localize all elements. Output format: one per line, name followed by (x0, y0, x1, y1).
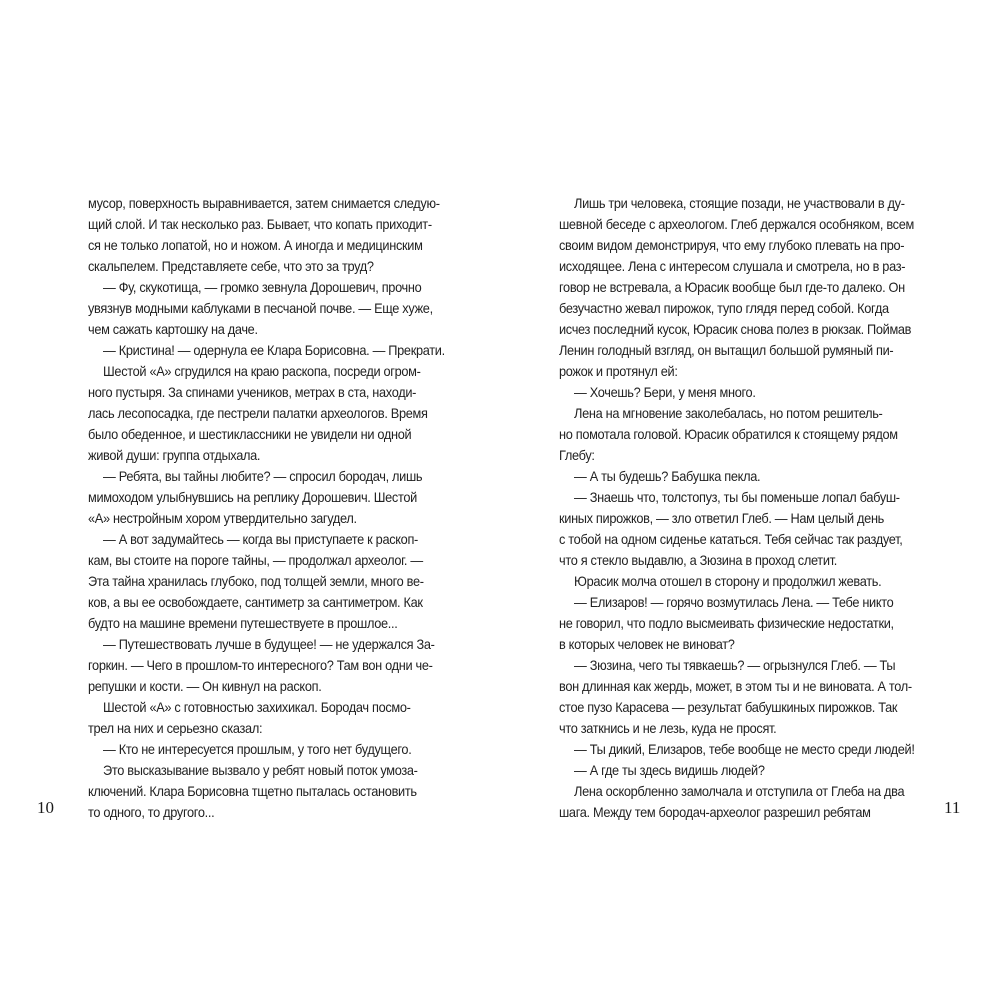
text-line: лась лесопосадка, где пестрели палатки археологов. Время (88, 406, 428, 421)
text-line: — Знаешь что, толстопуз, ты бы поменьше лопал бабуш- (574, 490, 900, 505)
text-line: исчез последний кусок, Юрасик снова полез в рюкзак. Поймав (559, 322, 912, 337)
text-line: Шестой «А» с готовностью захихикал. Бородач посмо- (103, 700, 411, 715)
text-line: было обеденное, и шестиклассники не увидели ни одной (88, 427, 412, 442)
text-line: вон длинная как жердь, может, в этом ты и не виновата. А тол- (559, 679, 912, 694)
text-line: безучастно жевал пирожок, тупо глядя перед собой. Когда (559, 301, 889, 316)
text-line: ключений. Клара Борисовна тщетно пыталась остановить (88, 784, 417, 799)
text-line: увязнув модными каблуками в песчаной почве. — Еще хуже, (88, 301, 433, 316)
text-line: исходящее. Лена с интересом слушала и смотрела, но в раз- (559, 259, 906, 274)
text-line: то одного, то другого... (88, 805, 215, 820)
text-line: — А вот задумайтесь — когда вы приступаете к раскоп- (103, 532, 418, 547)
text-line: горкин. — Чего в прошлом-то интересного? Там вон одни че- (88, 658, 433, 673)
text-line: шевной беседе с археологом. Глеб держался особняком, всем (559, 217, 914, 232)
text-line: — Кристина! — одернула ее Клара Борисовна. — Прекрати. (103, 343, 445, 358)
text-line: чем сажать картошку на даче. (88, 322, 258, 337)
text-line: киных пирожков, — зло ответил Глеб. — Нам целый день (559, 511, 885, 526)
text-line: — А где ты здесь видишь людей? (574, 763, 765, 778)
text-line: кам, вы стоите на пороге тайны, — продолжал археолог. — (88, 553, 423, 568)
text-line: «А» нестройным хором утвердительно загудел. (88, 511, 357, 526)
text-line: — Елизаров! — горячо возмутилась Лена. — Тебе никто (574, 595, 894, 610)
text-line: Лена оскорбленно замолчала и отступила от Глеба на два (574, 784, 905, 799)
text-line: — Зюзина, чего ты тявкаешь? — огрызнулся Глеб. — Ты (574, 658, 896, 673)
text-line: мимоходом улыбнувшись на реплику Дорошевич. Шестой (88, 490, 417, 505)
text-line: ков, а вы ее освобождаете, сантиметр за сантиметром. Как (88, 595, 423, 610)
text-line: говор не встревала, а Юрасик вообще был где-то далеко. Он (559, 280, 905, 295)
text-line: скальпелем. Представляете себе, что это за труд? (88, 259, 374, 274)
text-line: Это высказывание вызвало у ребят новый поток умоза- (103, 763, 418, 778)
text-line: не говорил, что подло высмеивать физические недостатки, (559, 616, 894, 631)
text-line: — Ребята, вы тайны любите? — спросил бородач, лишь (103, 469, 423, 484)
text-line: в которых человек не виноват? (559, 637, 735, 652)
text-line: — Путешествовать лучше в будущее! — не удержался За- (103, 637, 435, 652)
text-line: — Ты дикий, Елизаров, тебе вообще не место среди людей! (574, 742, 915, 757)
text-line: рожок и протянул ей: (559, 364, 678, 379)
left-page-number: 10 (37, 798, 54, 817)
text-line: трел на них и серьезно сказал: (88, 721, 263, 736)
text-line: будто на машине времени путешествуете в прошлое... (88, 616, 398, 631)
text-line: Ленин голодный взгляд, он вытащил большой румяный пи- (559, 343, 894, 358)
text-line: с тобой на одном сиденье кататься. Тебя сейчас так раздует, (559, 532, 903, 547)
text-line: шага. Между тем бородач-археолог разрешил ребятам (559, 805, 871, 820)
text-line: но помотала головой. Юрасик обратился к стоящему рядом (559, 427, 898, 442)
right-page-text (559, 193, 921, 823)
text-line: — Хочешь? Бери, у меня много. (574, 385, 756, 400)
text-line: ся не только лопатой, но и ножом. А иногда и медицинским (88, 238, 423, 253)
text-line: Лена на мгновение заколебалась, но потом решитель- (574, 406, 883, 421)
text-line: ного пустыря. За спинами учеников, метрах в ста, находи- (88, 385, 417, 400)
right-page-number: 11 (944, 798, 961, 817)
text-line: — Кто не интересуется прошлым, у того нет будущего. (103, 742, 412, 757)
left-page-text (88, 193, 452, 823)
text-line: стое пузо Карасева — результат бабушкиных пирожков. Так (559, 700, 898, 715)
text-line: что заткнись и не лезь, куда не просят. (559, 721, 777, 736)
text-line: Шестой «А» сгрудился на краю раскопа, посреди огром- (103, 364, 421, 379)
text-line: Лишь три человека, стоящие позади, не участвовали в ду- (574, 196, 905, 211)
text-line: щий слой. И так несколько раз. Бывает, что копать приходит- (88, 217, 432, 232)
text-line: Глебу: (559, 448, 595, 463)
text-line: Юрасик молча отошел в сторону и продолжил жевать. (574, 574, 882, 589)
text-line: мусор, поверхность выравнивается, затем снимается следую- (88, 196, 440, 211)
text-line: что я стекло выдавлю, а Зюзина в проход слетит. (559, 553, 837, 568)
text-line: репушки и кости. — Он кивнул на раскоп. (88, 679, 322, 694)
text-line: живой души: группа отдыхала. (88, 448, 261, 463)
text-line: — Фу, скукотища, — громко зевнула Дорошевич, прочно (103, 280, 422, 295)
text-line: — А ты будешь? Бабушка пекла. (574, 469, 761, 484)
text-line: Эта тайна хранилась глубоко, под толщей земли, много ве- (88, 574, 424, 589)
text-line: своим видом демонстрируя, что ему глубоко плевать на про- (559, 238, 905, 253)
